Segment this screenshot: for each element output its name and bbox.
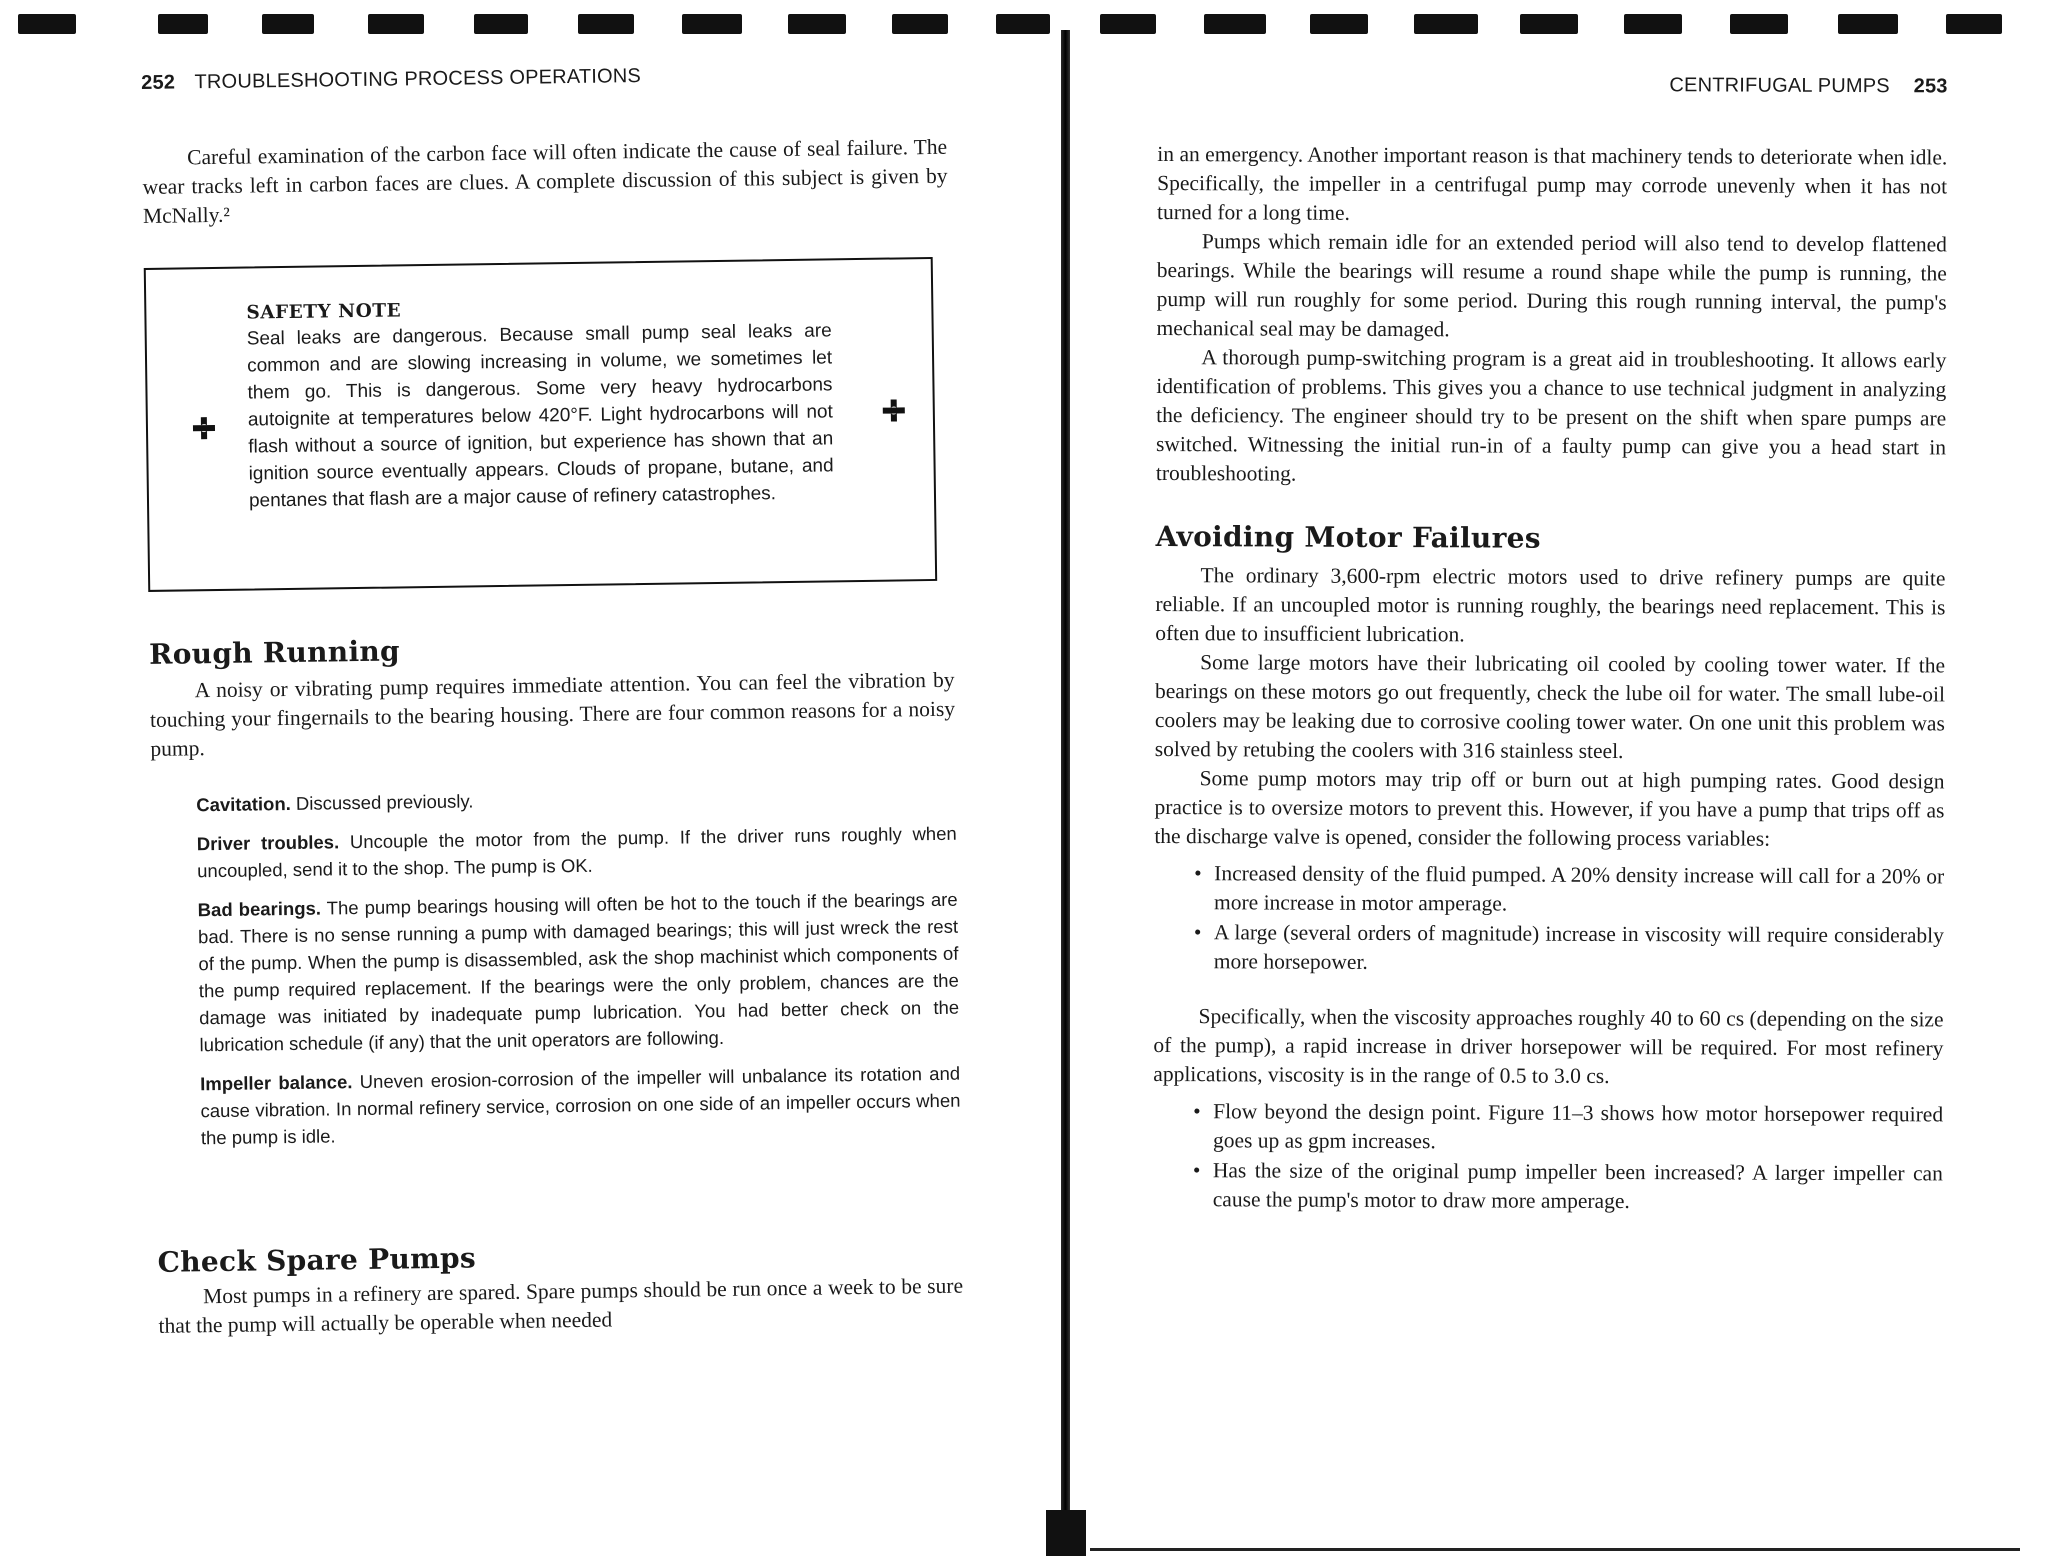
cause-item <box>200 1060 961 1152</box>
cause-item <box>197 820 958 885</box>
left-page-number: 252 <box>141 71 176 94</box>
cause-item <box>198 886 960 1059</box>
cause-term: Cavitation. <box>196 792 291 816</box>
bullet-item: • Flow beyond the design point. Figure 11–3 shows how motor horsepower required goes up as gpm increases. <box>1193 1097 1943 1158</box>
cause-text: The pump bearings housing will often be hot to the touch if the bearings are bad. There is no sense running a pump with damaged bearings; this will just wreck the rest of the pump. When the pump is disassembled, ask the shop machinist which components of the pump required replacement. If the bearings were the only problem, chances are the damage was initiated by inadequate pump lubrication. You had better check on the lubrication schedule (if any) that the unit operators are following. <box>197 888 960 1056</box>
rough-running-intro: A noisy or vibrating pump requires immediate attention. You can feel the vibration by touching your fingernails to the bearing housing. There are four common reasons for a noisy pump. <box>149 667 956 761</box>
cause-text: Uncouple the motor from the pump. If the driver runs roughly when uncoupled, send it to the shop. The pump is OK. <box>197 822 957 882</box>
binding-hole <box>1100 14 1156 34</box>
check-spare-paragraph: Most pumps in a refinery are spared. Spare pumps should be run once a week to be sure that the pump will actually be operable when needed <box>158 1273 964 1338</box>
left-page <box>140 0 967 1556</box>
continued-paragraph: in an emergency. Another important reason is that machinery tends to deteriorate when idle. Specifically, the impeller in a centrifugal pump may corrode unevenly when it has not turned for a long time. <box>1157 141 1948 225</box>
flattened-bearings-paragraph: Pumps which remain idle for an extended period will also tend to develop flattened bearings. While the bearings will resume a round shape while the pump is running, the pump will run roughly for some period. During this rough running interval, the pump's mechanical seal may be damaged. <box>1156 229 1947 342</box>
crosshair-icon <box>193 417 215 439</box>
motor-paragraph: Some large motors have their lubricating oil cooled by cooling tower water. If the bearings on these motors go out frequently, check the lube oil for water. The small lube-oil coolers may be leaking due to corrosive cooling tower water. On one unit this problem was solved by retubing the coolers with 316 stainless steel. <box>1154 650 1946 764</box>
right-page <box>1151 0 1948 1559</box>
check-spare-heading: Check Spare Pumps <box>157 1241 477 1279</box>
motor-paragraph: The ordinary 3,600-rpm electric motors used to drive refinery pumps are quite reliable. If an uncoupled motor is running roughly, the bearings need replacement. This is often due to insufficient lubrication. <box>1155 563 1946 647</box>
motor-failures-heading: Avoiding Motor Failures <box>1155 519 1541 555</box>
cause-term: Impeller balance. <box>199 1071 353 1095</box>
viscosity-paragraph: Specifically, when the viscosity approaches roughly 40 to 60 cs (depending on the size of the pump), a rapid increase in driver horsepower will be required. For most refinery applications, viscosity is in the range of 0.5 to 3.0 cs. <box>1153 1004 1944 1088</box>
safety-note-content <box>246 294 834 514</box>
left-running-title: TROUBLESHOOTING PROCESS OPERATIONS <box>194 65 642 94</box>
left-intro-text <box>142 133 948 231</box>
book-spine <box>1061 30 1070 1556</box>
bullet-item: • Increased density of the fluid pumped. A 20% density increase will call for a 20% or more increase in motor amperage. <box>1194 859 1944 920</box>
rough-running-section <box>149 629 956 764</box>
motor-paragraph: Some pump motors may trip off or burn out at high pumping rates. Good design practice is to oversize motors to prevent this. However, if you have a pump that trips off as the discharge valve is opened, consider the following process variables: <box>1154 766 1945 851</box>
safety-note-box <box>144 257 937 592</box>
book-spine-base <box>1046 1510 1086 1556</box>
rough-running-heading: Rough Running <box>148 634 401 671</box>
flow-list <box>1153 1097 1944 1217</box>
binding-hole <box>18 14 76 34</box>
process-variables-list <box>1154 859 1945 979</box>
right-page-number: 253 <box>1913 75 1948 98</box>
cause-item <box>196 781 956 819</box>
bullet-item: • Has the size of the original pump impeller been increased? A larger impeller can cause the pump's motor to draw more amperage. <box>1193 1156 1943 1217</box>
right-running-title: CENTRIFUGAL PUMPS <box>1669 74 1890 98</box>
intro-paragraph: Careful examination of the carbon face will often indicate the cause of seal failure. The wear tracks left in carbon faces are clues. A complete discussion of this subject is given by McNally.² <box>142 134 948 228</box>
binding-hole <box>996 14 1050 34</box>
crosshair-icon <box>883 399 905 421</box>
bullet-item: • A large (several orders of magnitude) increase in viscosity will require considerably more horsepower. <box>1194 918 1944 979</box>
cause-text: Discussed previously. <box>295 790 474 814</box>
right-body-text <box>1153 140 1948 1225</box>
left-running-head <box>141 61 946 95</box>
cause-text: Uneven erosion-corrosion of the impeller will unbalance its rotation and cause vibration. In normal refinery service, corrosion on one side of an impeller occurs when the pump is idle. <box>200 1062 961 1149</box>
cause-term: Driver troubles. <box>196 831 340 855</box>
safety-note-text: Seal leaks are dangerous. Because small pump seal leaks are common and are slowing increasing in volume, we sometimes let them go. This is dangerous. Some very heavy hydrocarbons autoignite at temperatures below 420°F. Light hydrocarbons will not flash without a source of ignition, but experience has shown that an ignition source eventually appears. Clouds of propane, butane, and pentanes that flash are a major cause of refinery catastrophes. <box>246 320 834 512</box>
noise-causes-list <box>196 781 961 1164</box>
pump-switching-paragraph: A thorough pump-switching program is a great aid in troubleshooting. It allows early identification of problems. This gives you a chance to use technical judgment in analyzing the deficiency. The engineer should try to be present on the shift when spare pumps are switched. Witnessing the initial run-in of a faulty pump can give you a head start in troubleshooting. <box>1155 345 1947 486</box>
safety-note-title: SAFETY NOTE <box>246 300 402 324</box>
binding-hole <box>1946 14 2002 34</box>
check-spare-section <box>157 1237 963 1341</box>
cause-term: Bad bearings. <box>197 897 322 921</box>
right-running-head <box>1158 72 1948 98</box>
